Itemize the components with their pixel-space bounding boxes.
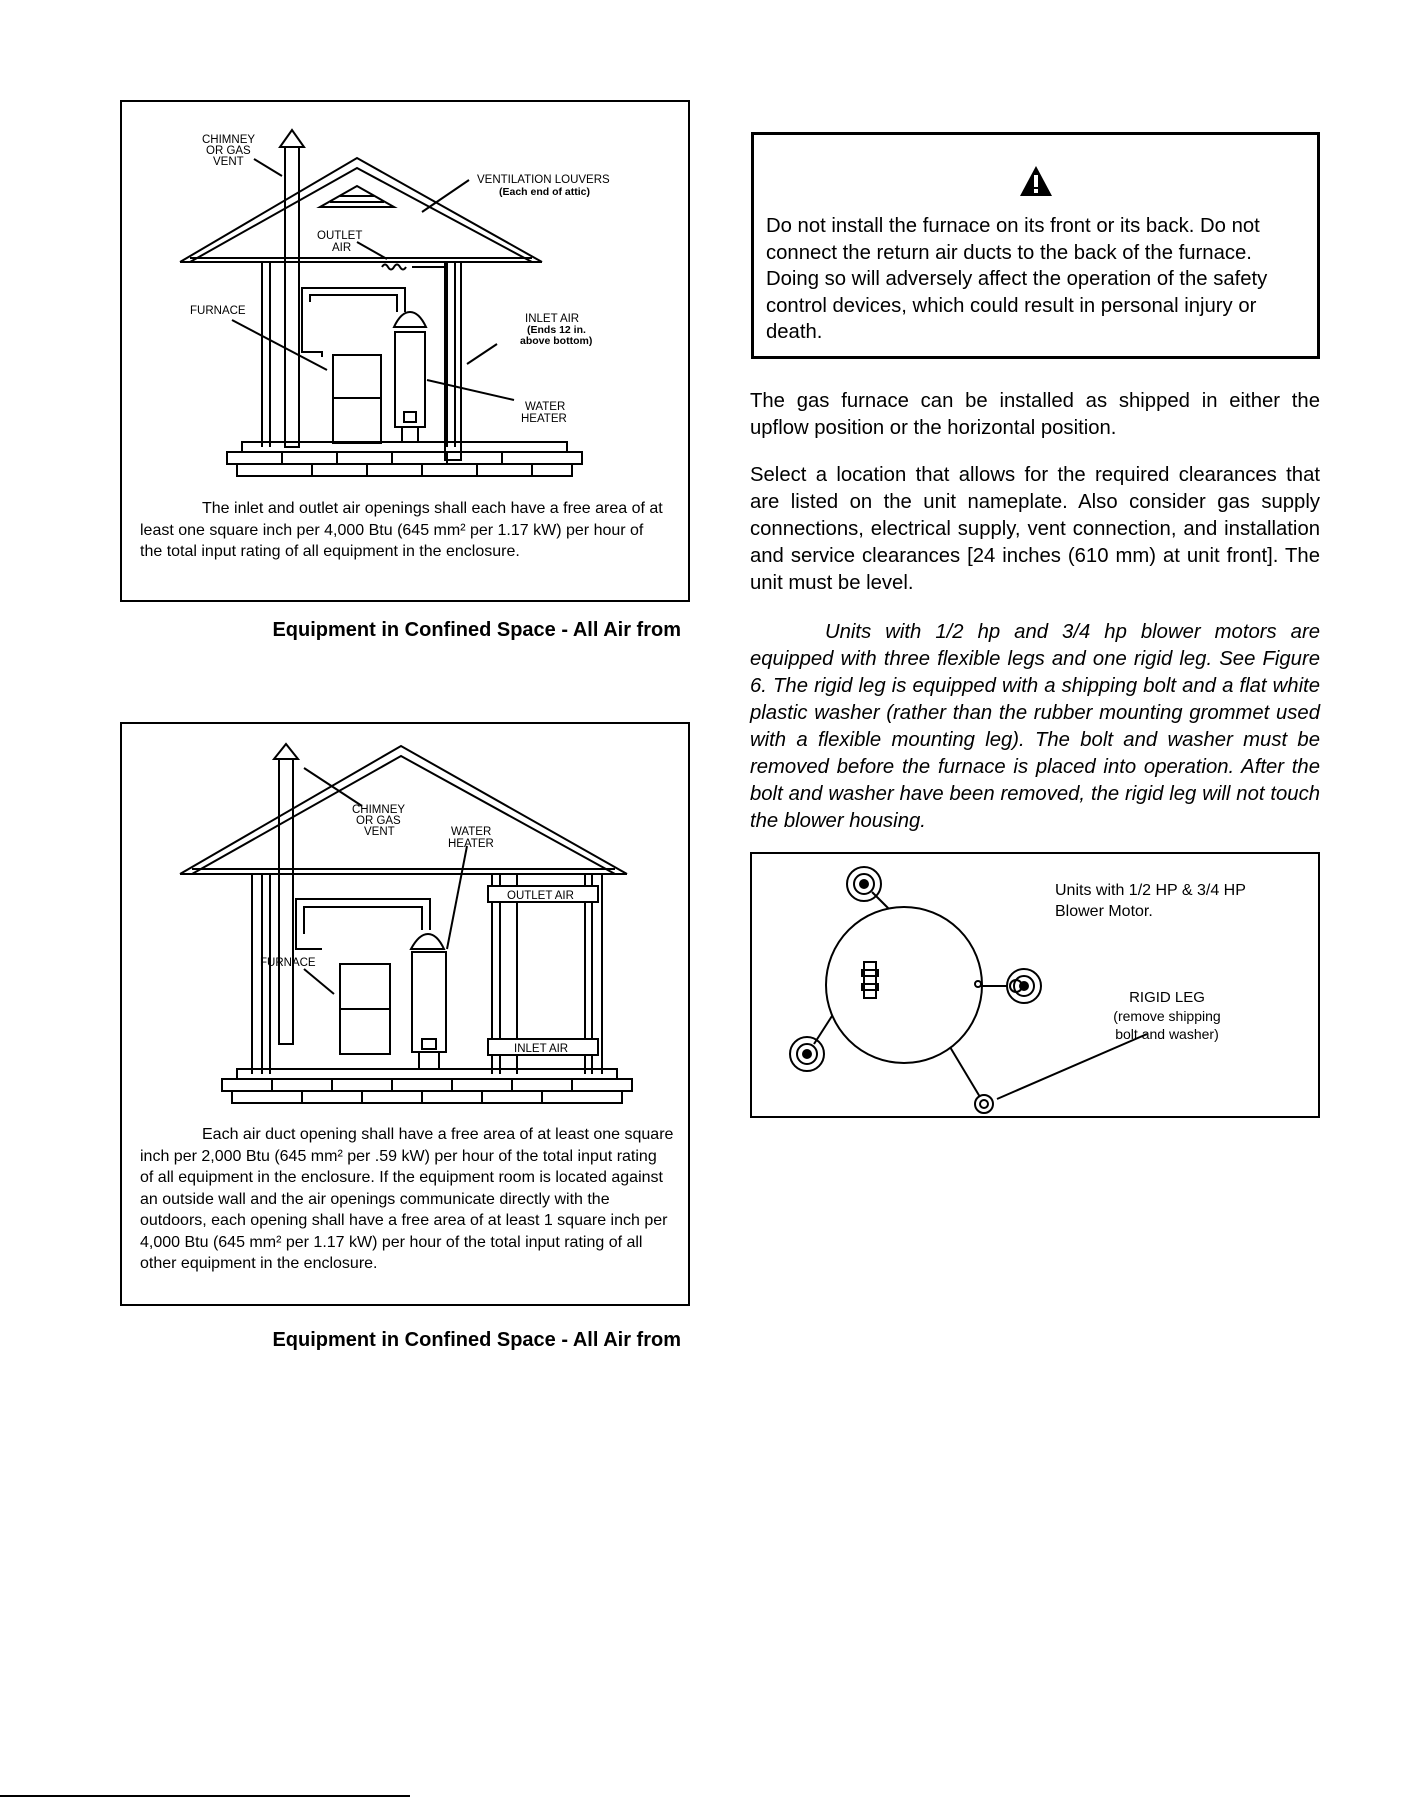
figure-2-box [120,722,690,1306]
fig1-inlet-label-3: above bottom) [520,335,593,347]
fig2-chimney-label-2: OR GAS [356,815,401,827]
paragraph-install-position: The gas furnace can be installed as shipped in either the upflow position or the horizontal position. [750,390,1320,439]
figure-2-text: Each air duct opening shall have a free area of at least one square inch per 2,000 Btu (645 mm² per .59 kW) per hour of the total input rating of all equipment in the enclosure. If the equipment room is located against an outside wall and the air openings communicate directly with the outdoors, each opening shall have a free area of at least 1 square inch per 4,000 Btu (645 mm² per 1.17 kW) per hour of the total input rating of all other equipment in the enclosure. [140,1126,674,1272]
figure-3-box [750,852,1320,1118]
fig2-water-label-2: HEATER [448,838,494,850]
figure-1-illustration [122,102,688,502]
fig1-chimney-label-2: OR GAS [206,145,251,157]
figure-1-text: The inlet and outlet air openings shall each have a free area of at least one square inch per 4,000 Btu (645 mm² per 1.17 kW) per hour of the total input rating of all equipment in the enclosure. [140,500,663,560]
paragraph-location-clearances: Select a location that allows for the required clearances that are listed on the unit nameplate. Also consider gas supply connections, electrical supply, vent connection, and installation and service clearances [24 inches (610 mm) at unit front]. The unit must be level. [750,464,1320,594]
fig1-water-label-2: HEATER [521,413,567,425]
figure-2-caption: Equipment in Confined Space - All Air from [272,1329,681,1351]
fig1-chimney-label-1: CHIMNEY [202,134,256,146]
fig2-chimney-label-1: CHIMNEY [352,804,406,816]
figure-1-box [120,100,690,602]
fig2-inlet-air-label: INLET AIR [514,1043,569,1055]
fig2-water-label-1: WATER [451,826,492,838]
warning-text: Do not install the furnace on its front or its back. Do not connect the return air ducts to the back of the furnace. Doing so will adversely affect the operation of the safety control devices, which could result in personal injury or death. [766,215,1268,344]
footer-rule [0,1795,410,1797]
warning-triangle-icon [1019,165,1053,197]
fig1-outlet-label-1: OUTLET [317,230,363,242]
fig2-furnace-label: FURNACE [260,957,316,969]
fig2-chimney-label-3: VENT [364,826,395,838]
paragraph-rigid-leg: Units with 1/2 hp and 3/4 hp blower motors are equipped with three flexible legs and one rigid leg. See Figure 6. The rigid leg is equipped with a shipping bolt and a flat white plastic washer (rather than the rubber mounting grommet used with a flexible mounting leg). The bolt and washer must be removed before the furnace is placed into operation. After the bolt and washer have been removed, the rigid leg will not touch the blower housing. [750,621,1320,832]
fig1-louvers-label-1: VENTILATION LOUVERS [477,174,610,186]
figure-2-illustration [122,724,688,1124]
warning-box [751,132,1320,359]
fig1-chimney-label-3: VENT [213,156,244,168]
fig1-water-label-1: WATER [525,401,566,413]
fig1-outlet-label-2: AIR [332,242,352,254]
fig1-furnace-label: FURNACE [190,305,246,317]
fig1-louvers-label-2: (Each end of attic) [499,186,591,198]
fig3-rigid-leg-label: RIGID LEG (remove shipping bolt and washer) [1113,989,1221,1042]
fig1-inlet-label-2: (Ends 12 in. [527,324,586,336]
figure-1-caption: Equipment in Confined Space - All Air from [272,619,681,641]
fig3-units-label: Units with 1/2 HP & 3/4 HP Blower Motor. [1055,882,1246,920]
fig1-inlet-label-1: INLET AIR [525,313,580,325]
fig2-outlet-air-label: OUTLET AIR [507,890,574,902]
